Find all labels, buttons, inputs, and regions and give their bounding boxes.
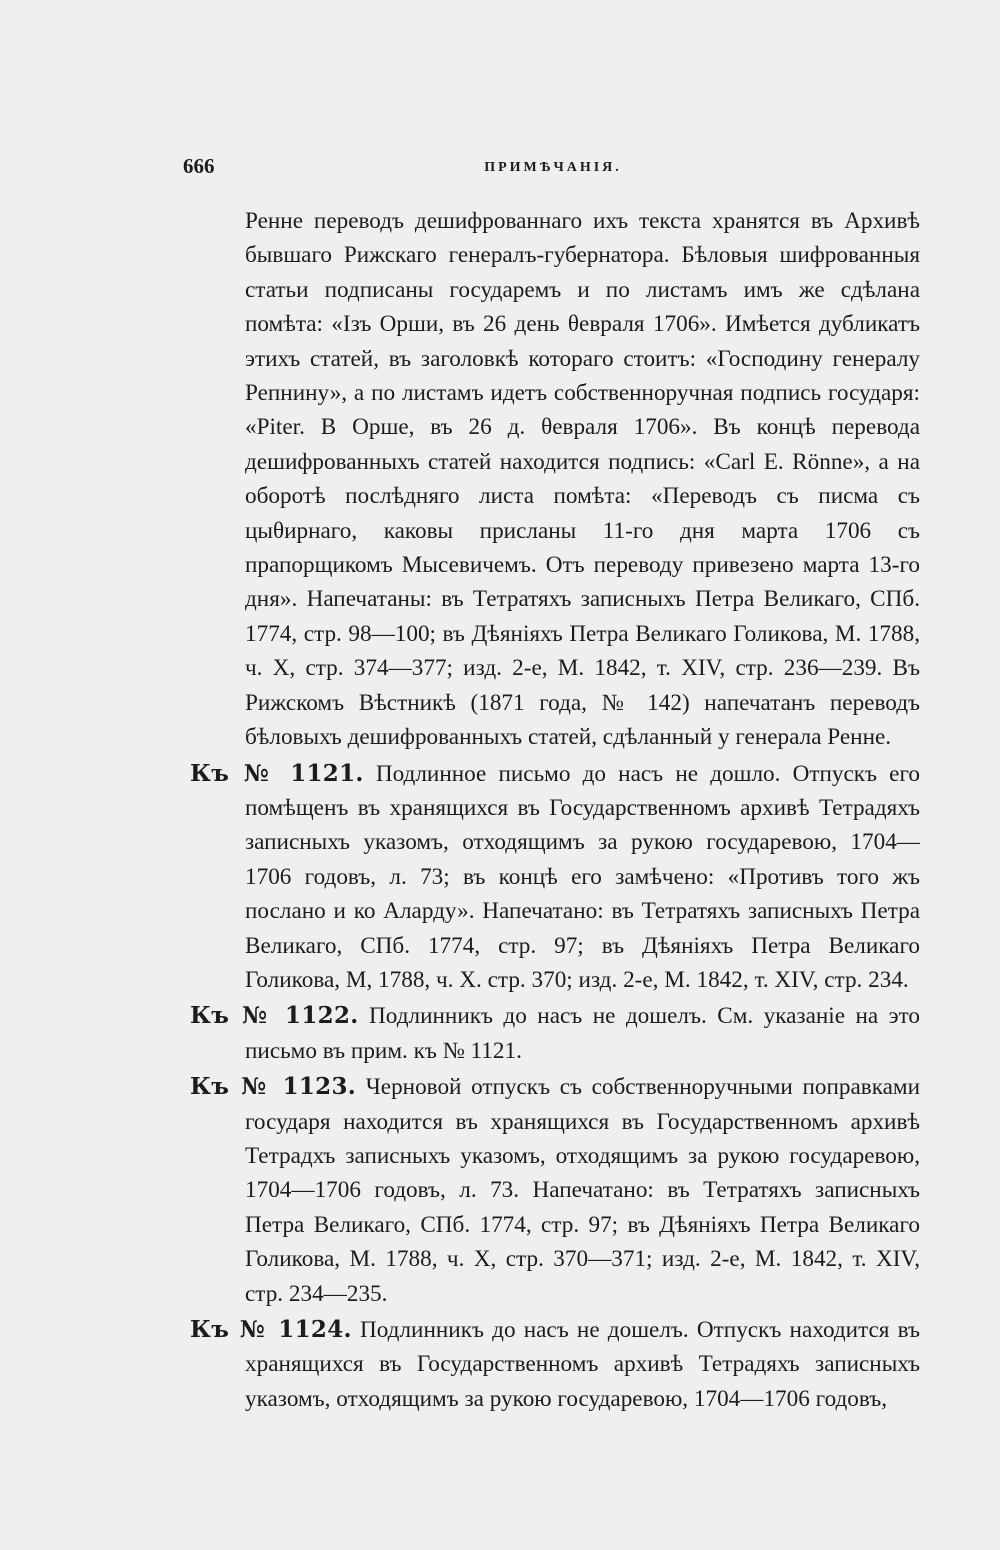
body-text xyxy=(190,204,920,1416)
note-1121 xyxy=(190,757,920,998)
note-text: Подлинное письмо до насъ не дошло. Отпускъ его помѣщенъ въ хранящихся въ Государственномъ архивѣ Тетрадяхъ записныхъ указомъ, отходящимъ за рукою государевою, 1704—1706 годовъ, л. 73; въ концѣ его замѣчено: «Противъ того жъ послано и ко Аларду». Напечатано: въ Тетратяхъ записныхъ Петра Великаго, СПб. 1774, стр. 97; въ Дѣяніяхъ Петра Великаго Голикова, М, 1788, ч. X. стр. 370; изд. 2-е, М. 1842, т. XIV, стр. 234. xyxy=(245,760,920,993)
note-1123 xyxy=(190,1070,920,1311)
note-text: Подлинникъ до насъ не дошелъ. Отпускъ находится въ хранящихся въ Государственномъ архивѣ Тетрадяхъ записныхъ указомъ, отходящимъ за рукою государевою, 1704—1706 годовъ, xyxy=(245,1317,921,1412)
note-text: Черновой отпускъ съ собственноручными поправками государя находится въ хранящихся въ Государственномъ архивѣ Тетрадхъ записныхъ указомъ, отходящимъ за рукою государевою, 1704—1706 годовъ, л. 73. Напечатано: въ Тетратяхъ записныхъ Петра Великаго, СПб. 1774, стр. 97; въ Дѣяніяхъ Петра Великаго Голикова, М. 1788, ч. X, стр. 370—371; изд. 2-е, М. 1842, т. XIV, стр. 234—235. xyxy=(245,1074,920,1307)
note-label: Къ № 1122. xyxy=(190,1002,359,1030)
note-label: Къ № 1123. xyxy=(190,1073,357,1101)
continued-paragraph: Ренне переводъ дешифрованнаго ихъ текста хранятся въ Архивѣ бывшаго Рижскаго генералъ-губернатора. Бѣловыя шифрованныя статьи подписаны государемъ и по листамъ имъ же сдѣлана помѣта: «Iзъ Орши, въ 26 день θевраля 1706». Имѣется дубликатъ этихъ статей, въ заголовкѣ котораго стоитъ: «Господину генералу Репнину», а по листамъ идетъ собственноручная подпись государя: «Piter. В Орше, въ 26 д. θевраля 1706». Въ концѣ перевода дешифрованныхъ статей находится подпись: «Carl E. Rönne», а на оборотѣ послѣдняго листа помѣта: «Переводъ съ писма съ цыθирнаго, каковы присланы 11-го дня марта 1706 съ прапорщикомъ Мысевичемъ. Отъ переводу привезено марта 13-го дня». Напечатаны: въ Тетратяхъ записныхъ Петра Великаго, СПб. 1774, стр. 98—100; въ Дѣяніяхъ Петра Великаго Голикова, М. 1788, ч. X, стр. 374—377; изд. 2-е, М. 1842, т. XIV, стр. 236—239. Въ Рижскомъ Вѣстникѣ (1871 года, № 142) напечатанъ переводъ бѣловыхъ дешифрованныхъ статей, сдѣланный у генерала Ренне. xyxy=(245,208,920,751)
running-title: ПРИМѢЧАНІЯ. xyxy=(484,160,622,175)
page-header xyxy=(183,150,923,184)
note-1122 xyxy=(190,999,920,1068)
page-number: 666 xyxy=(183,154,215,178)
note-text: Подлинникъ до насъ не дошелъ. См. указаніе на это письмо въ прим. къ № 1121. xyxy=(245,1003,920,1064)
note-label: Къ № 1121. xyxy=(190,759,364,787)
note-1124 xyxy=(190,1313,920,1416)
note-label: Къ № 1124. xyxy=(190,1316,352,1343)
